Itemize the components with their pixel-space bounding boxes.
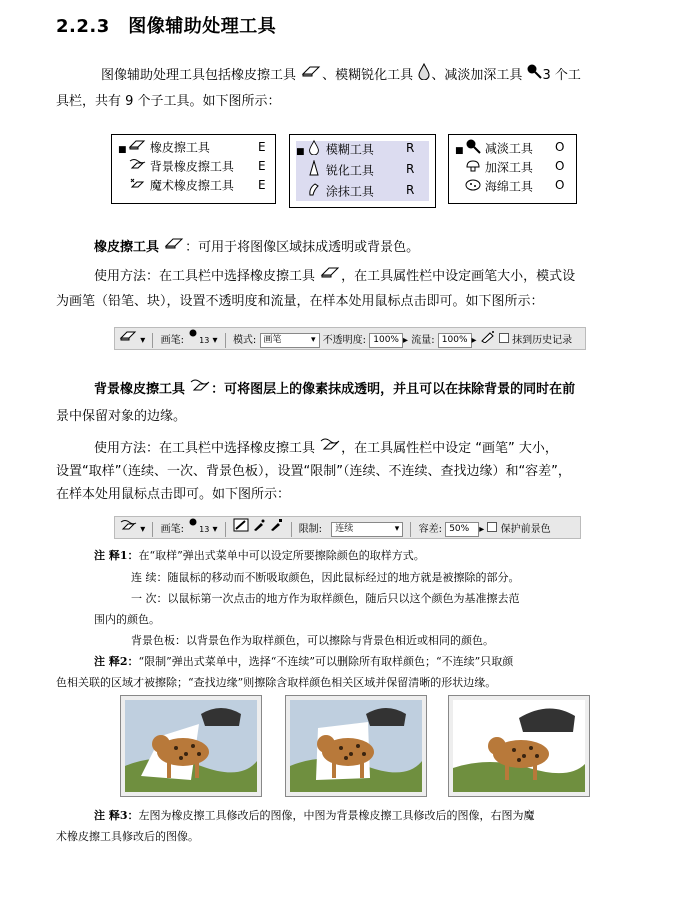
magic-eraser-icon (128, 176, 146, 196)
note-1-swatch: 背景色板：以背景色作为取样颜色，可以擦除与背景色相近或相同的颜色。 (131, 634, 494, 647)
eraser-title: 橡皮擦工具 (94, 240, 160, 255)
flow-label: 流量: (411, 335, 435, 346)
bg-eraser-result-image (285, 695, 427, 797)
note-2-cont: 色相关联的区域才被擦除；“查找边缘”则擦除含取样颜色相关区域并保留清晰的形状边缘。 (56, 676, 497, 689)
menu-item-burn[interactable]: 加深工具 O (455, 157, 533, 176)
note-1-continuous: 连 续：随鼠标的移动而不断吸取颜色，因此鼠标经过的地方就是被擦除的部分。 (131, 571, 520, 584)
tolerance-label: 容差: (418, 524, 442, 535)
menu-item-sponge[interactable]: 海绵工具 O (455, 176, 533, 195)
note-2: 注 释2：“限制”弹出式菜单中，选择“不连续”可以删除所有取样颜色；“不连续”只取颜 (94, 655, 514, 668)
bg-eraser-desc: ：可将图层上的像素抹成透明，并且可以在抹除背景的同时在前 (211, 382, 576, 397)
note-1-once: 一 次：以鼠标第一次点击的地方作为取样颜色，随后只以这个颜色为基准擦去范 (131, 592, 520, 605)
blur-icon (417, 62, 431, 89)
airbrush-icon[interactable] (480, 329, 496, 351)
brush-size-picker[interactable] (187, 328, 199, 352)
intro-text-a: 图像辅助处理工具包括橡皮擦工具 (101, 68, 297, 83)
flow-slider-toggle[interactable]: ▸ (471, 335, 477, 346)
bg-eraser-options-bar (114, 516, 581, 539)
note-1-once-cont: 围内的颜色。 (94, 613, 160, 626)
section-heading: 2.2.3 图像辅助处理工具 (56, 16, 277, 37)
protect-foreground-label: 保护前景色 (500, 524, 551, 535)
protect-foreground-checkbox[interactable] (487, 519, 497, 540)
blur-tool-menu (289, 134, 436, 208)
dodge-icon (526, 63, 542, 88)
menu-item-dodge[interactable]: ■ 减淡工具 O (455, 138, 533, 157)
menu-item-blur[interactable]: ■ 模糊工具 R (296, 139, 374, 158)
sponge-icon (465, 176, 481, 198)
eraser-icon (128, 138, 146, 158)
intro-line-2: 具栏，共有 9 个子工具。如下图所示： (56, 94, 281, 109)
bg-eraser-usage-1: 使用方法：在工具栏中选择橡皮擦工具 ，在工具属性栏中设定 “画笔” 大小， (94, 436, 558, 461)
bg-eraser-tool-preset-icon[interactable] (119, 518, 137, 540)
flow-input[interactable]: 100% (438, 333, 472, 348)
note-3: 注 释3：左图为橡皮擦工具修改后的图像，中图为背景橡皮擦工具修改后的图像，右图为魔 (94, 809, 535, 822)
blur-icon (306, 139, 322, 161)
brush-label: 画笔: (160, 524, 184, 535)
note-3-cont: 术橡皮擦工具修改后的图像。 (56, 830, 199, 843)
eraser-icon (163, 235, 185, 260)
intro-text-d: 3 个工 (542, 68, 581, 83)
eraser-result-image (120, 695, 262, 797)
note-1: 注 释1：在“取样”弹出式菜单中可以设定所要擦除颜色的取样方式。 (94, 549, 425, 562)
smudge-icon (306, 181, 322, 203)
sampling-continuous-icon[interactable] (233, 518, 249, 540)
magic-eraser-result-image (448, 695, 590, 797)
background-eraser-icon (319, 436, 341, 461)
intro-line-1 (101, 62, 581, 89)
brush-dropdown-arrow[interactable]: ▾ (212, 335, 218, 346)
brush-size-picker[interactable] (187, 517, 199, 541)
eraser-paragraph (94, 235, 419, 260)
mode-select[interactable]: 画笔 ▾ (260, 333, 320, 348)
intro-text-c: 、减淡加深工具 (431, 68, 523, 83)
background-eraser-icon (189, 377, 211, 402)
eraser-icon (319, 264, 341, 289)
eraser-usage-2: 为画笔（铅笔、块），设置不透明度和流量，在样本处用鼠标点击即可。如下图所示： (56, 294, 544, 309)
sampling-swatch-icon[interactable] (269, 518, 283, 540)
sampling-once-icon[interactable] (252, 518, 266, 540)
eraser-tool-menu (111, 134, 276, 204)
eraser-icon (300, 63, 322, 88)
bg-eraser-paragraph-2: 景中保留对象的边缘。 (56, 409, 187, 424)
tolerance-slider-toggle[interactable]: ▸ (479, 524, 485, 535)
mode-label: 模式: (232, 335, 257, 346)
menu-item-smudge[interactable]: 涂抹工具 R (296, 181, 374, 200)
preset-dropdown-arrow[interactable]: ▾ (140, 335, 146, 346)
background-eraser-icon (128, 157, 146, 177)
limit-label: 限制: (298, 524, 323, 535)
menu-item-sharpen[interactable]: 锐化工具 R (296, 160, 374, 179)
sharpen-icon (306, 160, 322, 182)
limit-select[interactable]: 连续 ▾ (331, 522, 403, 537)
erase-to-history-label: 抹到历史记录 (512, 335, 573, 346)
eraser-desc: ：可用于将图像区域抹成透明或背景色。 (185, 240, 420, 255)
opacity-label: 不透明度: (322, 335, 367, 346)
bg-eraser-usage-2: 设置“取样”（连续、一次、背景色板），设置“限制”（连续、不连续、查找边缘）和“容差”， (56, 464, 571, 479)
eraser-tool-preset-icon[interactable] (119, 329, 137, 351)
brush-dropdown-arrow[interactable]: ▾ (212, 524, 218, 535)
eraser-usage-1: 使用方法：在工具栏中选择橡皮擦工具 ，在工具属性栏中设定画笔大小，模式设 (94, 264, 575, 289)
menu-item-background-eraser[interactable]: 背景橡皮擦工具 E (118, 157, 234, 176)
brush-size-value: 13 (199, 336, 210, 345)
menu-item-magic-eraser[interactable]: 魔术橡皮擦工具 E (118, 176, 234, 195)
erase-to-history-checkbox[interactable] (499, 330, 509, 351)
preset-dropdown-arrow[interactable]: ▾ (140, 524, 146, 535)
eraser-options-bar (114, 327, 586, 350)
opacity-input[interactable]: 100% (369, 333, 403, 348)
dodge-tool-menu (448, 134, 577, 204)
menu-item-eraser[interactable]: ■ 橡皮擦工具 E (118, 138, 210, 157)
bg-eraser-paragraph-1 (94, 377, 575, 402)
bg-eraser-title: 背景橡皮擦工具 (94, 382, 186, 397)
brush-size-value: 13 (199, 525, 210, 534)
opacity-slider-toggle[interactable]: ▸ (402, 335, 409, 346)
tolerance-input[interactable]: 50% (445, 522, 479, 537)
brush-label: 画笔: (160, 335, 184, 346)
bg-eraser-usage-3: 在样本处用鼠标点击即可。如下图所示： (56, 487, 291, 502)
intro-text-b: 、模糊锐化工具 (322, 68, 414, 83)
